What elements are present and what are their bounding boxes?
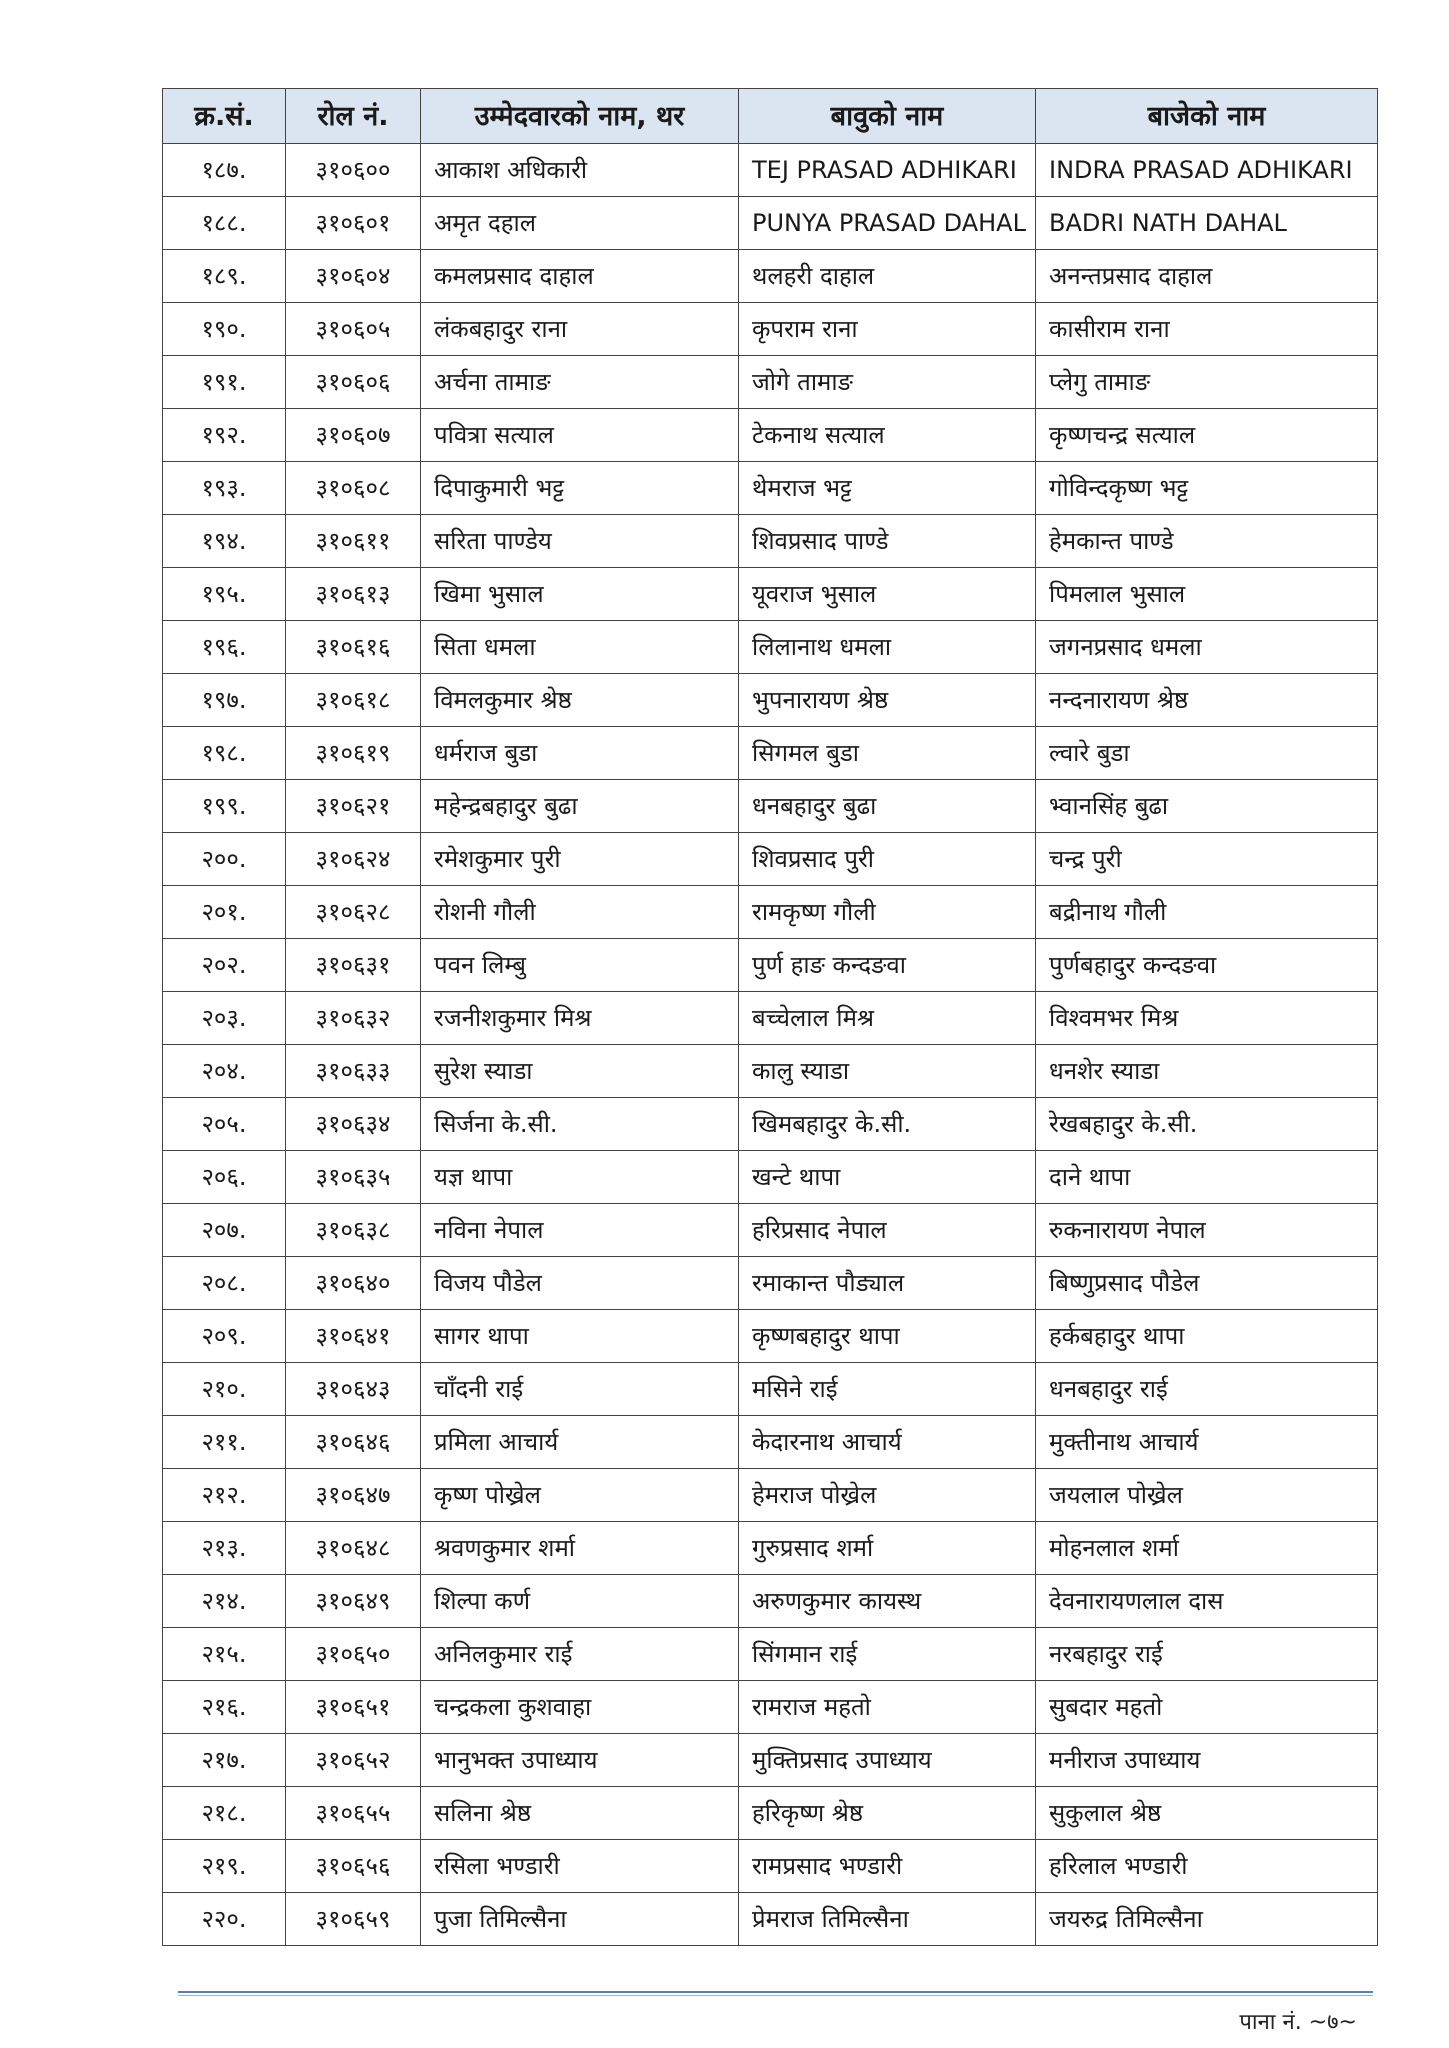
cell-serial-number: २०८. [163, 1257, 286, 1310]
cell-roll-number: ३१०६०४ [286, 250, 421, 303]
header-serial-number: क्र.सं. [163, 89, 286, 144]
cell-father-name: सिगमल बुडा [739, 727, 1036, 780]
cell-grandfather-name: बिष्णुप्रसाद पौडेल [1036, 1257, 1378, 1310]
table-row [163, 833, 1378, 886]
cell-father-name: खन्टे थापा [739, 1151, 1036, 1204]
table-row [163, 1151, 1378, 1204]
table-row [163, 727, 1378, 780]
cell-father-name: सिंगमान राई [739, 1628, 1036, 1681]
cell-roll-number: ३१०६३१ [286, 939, 421, 992]
cell-roll-number: ३१०६१६ [286, 621, 421, 674]
cell-grandfather-name: गोविन्दकृष्ण भट्ट [1036, 462, 1378, 515]
table-row [163, 1681, 1378, 1734]
cell-serial-number: १९४. [163, 515, 286, 568]
cell-candidate-name: अनिलकुमार राई [421, 1628, 739, 1681]
cell-serial-number: २१२. [163, 1469, 286, 1522]
cell-candidate-name: यज्ञ थापा [421, 1151, 739, 1204]
header-father-name: बावुको नाम [739, 89, 1036, 144]
cell-father-name: केदारनाथ आचार्य [739, 1416, 1036, 1469]
cell-grandfather-name: मुक्तीनाथ आचार्य [1036, 1416, 1378, 1469]
cell-serial-number: २०४. [163, 1045, 286, 1098]
cell-candidate-name: सलिना श्रेष्ठ [421, 1787, 739, 1840]
cell-serial-number: २१४. [163, 1575, 286, 1628]
cell-roll-number: ३१०६५० [286, 1628, 421, 1681]
cell-candidate-name: रसिला भण्डारी [421, 1840, 739, 1893]
cell-grandfather-name: अनन्तप्रसाद दाहाल [1036, 250, 1378, 303]
table-row [163, 992, 1378, 1045]
cell-grandfather-name: चन्द्र पुरी [1036, 833, 1378, 886]
cell-father-name: यूवराज भुसाल [739, 568, 1036, 621]
cell-grandfather-name: ल्वारे बुडा [1036, 727, 1378, 780]
table-row [163, 886, 1378, 939]
cell-serial-number: २०५. [163, 1098, 286, 1151]
cell-roll-number: ३१०६०५ [286, 303, 421, 356]
table-row [163, 1098, 1378, 1151]
cell-serial-number: २००. [163, 833, 286, 886]
cell-candidate-name: महेन्द्रबहादुर बुढा [421, 780, 739, 833]
cell-candidate-name: लंकबहादुर राना [421, 303, 739, 356]
cell-father-name: कालु स्याडा [739, 1045, 1036, 1098]
cell-roll-number: ३१०६४९ [286, 1575, 421, 1628]
cell-serial-number: २०३. [163, 992, 286, 1045]
cell-roll-number: ३१०६५६ [286, 1840, 421, 1893]
cell-candidate-name: चन्द्रकला कुशवाहा [421, 1681, 739, 1734]
cell-serial-number: २१०. [163, 1363, 286, 1416]
cell-roll-number: ३१०६२१ [286, 780, 421, 833]
cell-candidate-name: खिमा भुसाल [421, 568, 739, 621]
cell-grandfather-name: जयरुद्र तिमिल्सैना [1036, 1893, 1378, 1946]
cell-father-name: थलहरी दाहाल [739, 250, 1036, 303]
cell-serial-number: १९२. [163, 409, 286, 462]
table-row [163, 1363, 1378, 1416]
cell-grandfather-name: पुर्णबहादुर कन्दङवा [1036, 939, 1378, 992]
cell-father-name: टेकनाथ सत्याल [739, 409, 1036, 462]
cell-grandfather-name: रुकनारायण नेपाल [1036, 1204, 1378, 1257]
cell-father-name: भुपनारायण श्रेष्ठ [739, 674, 1036, 727]
cell-serial-number: २१५. [163, 1628, 286, 1681]
cell-grandfather-name: सुकुलाल श्रेष्ठ [1036, 1787, 1378, 1840]
cell-father-name: हरिकृष्ण श्रेष्ठ [739, 1787, 1036, 1840]
cell-roll-number: ३१०६०६ [286, 356, 421, 409]
table-row [163, 1469, 1378, 1522]
cell-candidate-name: सुरेश स्याडा [421, 1045, 739, 1098]
header-candidate-name: उम्मेदवारको नाम, थर [421, 89, 739, 144]
cell-grandfather-name: धनबहादुर राई [1036, 1363, 1378, 1416]
cell-roll-number: ३१०६१९ [286, 727, 421, 780]
cell-serial-number: २१७. [163, 1734, 286, 1787]
cell-serial-number: २१६. [163, 1681, 286, 1734]
cell-candidate-name: पवित्रा सत्याल [421, 409, 739, 462]
cell-roll-number: ३१०६२४ [286, 833, 421, 886]
cell-serial-number: १९९. [163, 780, 286, 833]
cell-grandfather-name: हेमकान्त पाण्डे [1036, 515, 1378, 568]
footer-divider [178, 1991, 1373, 1993]
table-row [163, 1787, 1378, 1840]
cell-grandfather-name: INDRA PRASAD ADHIKARI [1036, 144, 1378, 197]
cell-father-name: पुर्ण हाङ कन्दङवा [739, 939, 1036, 992]
cell-candidate-name: रोशनी गौली [421, 886, 739, 939]
cell-father-name: रामकृष्ण गौली [739, 886, 1036, 939]
cell-candidate-name: कृष्ण पोख्रेल [421, 1469, 739, 1522]
cell-candidate-name: शिल्पा कर्ण [421, 1575, 739, 1628]
cell-roll-number: ३१०६४० [286, 1257, 421, 1310]
cell-serial-number: २०६. [163, 1151, 286, 1204]
cell-candidate-name: पुजा तिमिल्सैना [421, 1893, 739, 1946]
footer-divider-secondary [178, 1995, 1373, 1996]
cell-father-name: अरुणकुमार कायस्थ [739, 1575, 1036, 1628]
cell-roll-number: ३१०६५५ [286, 1787, 421, 1840]
cell-roll-number: ३१०६११ [286, 515, 421, 568]
table-row [163, 1522, 1378, 1575]
cell-grandfather-name: दाने थापा [1036, 1151, 1378, 1204]
cell-father-name: शिवप्रसाद पाण्डे [739, 515, 1036, 568]
cell-serial-number: १९०. [163, 303, 286, 356]
cell-candidate-name: सागर थापा [421, 1310, 739, 1363]
cell-father-name: कृष्णबहादुर थापा [739, 1310, 1036, 1363]
cell-roll-number: ३१०६१८ [286, 674, 421, 727]
cell-candidate-name: रमेशकुमार पुरी [421, 833, 739, 886]
table-header-row [163, 89, 1378, 144]
cell-grandfather-name: बद्रीनाथ गौली [1036, 886, 1378, 939]
header-grandfather-name: बाजेको नाम [1036, 89, 1378, 144]
cell-father-name: थेमराज भट्ट [739, 462, 1036, 515]
cell-roll-number: ३१०६३४ [286, 1098, 421, 1151]
cell-candidate-name: अमृत दहाल [421, 197, 739, 250]
cell-candidate-name: नविना नेपाल [421, 1204, 739, 1257]
table-row [163, 621, 1378, 674]
table-row [163, 409, 1378, 462]
cell-father-name: रामप्रसाद भण्डारी [739, 1840, 1036, 1893]
cell-candidate-name: कमलप्रसाद दाहाल [421, 250, 739, 303]
cell-father-name: मुक्तिप्रसाद उपाध्याय [739, 1734, 1036, 1787]
cell-grandfather-name: विश्वमभर मिश्र [1036, 992, 1378, 1045]
cell-candidate-name: भानुभक्त उपाध्याय [421, 1734, 739, 1787]
cell-grandfather-name: हरिलाल भण्डारी [1036, 1840, 1378, 1893]
cell-grandfather-name: मनीराज उपाध्याय [1036, 1734, 1378, 1787]
cell-serial-number: २०२. [163, 939, 286, 992]
cell-serial-number: २०७. [163, 1204, 286, 1257]
cell-grandfather-name: पिमलाल भुसाल [1036, 568, 1378, 621]
cell-father-name: खिमबहादुर के.सी. [739, 1098, 1036, 1151]
cell-grandfather-name: मोहनलाल शर्मा [1036, 1522, 1378, 1575]
cell-roll-number: ३१०६१३ [286, 568, 421, 621]
cell-serial-number: १९७. [163, 674, 286, 727]
table-row [163, 356, 1378, 409]
cell-roll-number: ३१०६४७ [286, 1469, 421, 1522]
cell-roll-number: ३१०६४८ [286, 1522, 421, 1575]
table-row [163, 939, 1378, 992]
cell-grandfather-name: भ्वानसिंह बुढा [1036, 780, 1378, 833]
cell-serial-number: १९६. [163, 621, 286, 674]
table-row [163, 1045, 1378, 1098]
cell-father-name: हरिप्रसाद नेपाल [739, 1204, 1036, 1257]
cell-grandfather-name: कासीराम राना [1036, 303, 1378, 356]
cell-father-name: जोगे तामाङ [739, 356, 1036, 409]
table-row [163, 1840, 1378, 1893]
cell-serial-number: २१९. [163, 1840, 286, 1893]
cell-candidate-name: पवन लिम्बु [421, 939, 739, 992]
cell-grandfather-name: BADRI NATH DAHAL [1036, 197, 1378, 250]
cell-grandfather-name: सुबदार महतो [1036, 1681, 1378, 1734]
cell-father-name: धनबहादुर बुढा [739, 780, 1036, 833]
cell-serial-number: १९५. [163, 568, 286, 621]
table-row [163, 197, 1378, 250]
cell-father-name: हेमराज पोख्रेल [739, 1469, 1036, 1522]
cell-grandfather-name: देवनारायणलाल दास [1036, 1575, 1378, 1628]
cell-serial-number: १९१. [163, 356, 286, 409]
cell-candidate-name: सिता धमला [421, 621, 739, 674]
cell-serial-number: १९८. [163, 727, 286, 780]
table-row [163, 144, 1378, 197]
cell-father-name: कृपराम राना [739, 303, 1036, 356]
cell-roll-number: ३१०६३३ [286, 1045, 421, 1098]
cell-serial-number: १८८. [163, 197, 286, 250]
header-roll-number: रोल नं. [286, 89, 421, 144]
cell-roll-number: ३१०६३८ [286, 1204, 421, 1257]
cell-candidate-name: सरिता पाण्डेय [421, 515, 739, 568]
table-row [163, 1575, 1378, 1628]
cell-father-name: गुरुप्रसाद शर्मा [739, 1522, 1036, 1575]
cell-roll-number: ३१०६०८ [286, 462, 421, 515]
cell-candidate-name: श्रवणकुमार शर्मा [421, 1522, 739, 1575]
cell-father-name: रामराज महतो [739, 1681, 1036, 1734]
cell-roll-number: ३१०६३२ [286, 992, 421, 1045]
cell-father-name: प्रेमराज तिमिल्सैना [739, 1893, 1036, 1946]
cell-candidate-name: प्रमिला आचार्य [421, 1416, 739, 1469]
cell-grandfather-name: जयलाल पोख्रेल [1036, 1469, 1378, 1522]
table-row [163, 1204, 1378, 1257]
cell-roll-number: ३१०६५२ [286, 1734, 421, 1787]
cell-roll-number: ३१०६०७ [286, 409, 421, 462]
cell-father-name: लिलानाथ धमला [739, 621, 1036, 674]
cell-candidate-name: विजय पौडेल [421, 1257, 739, 1310]
cell-serial-number: २१८. [163, 1787, 286, 1840]
cell-serial-number: १८७. [163, 144, 286, 197]
cell-grandfather-name: धनशेर स्याडा [1036, 1045, 1378, 1098]
cell-roll-number: ३१०६३५ [286, 1151, 421, 1204]
cell-father-name: शिवप्रसाद पुरी [739, 833, 1036, 886]
table-row [163, 1257, 1378, 1310]
cell-serial-number: २०९. [163, 1310, 286, 1363]
table-body [163, 144, 1378, 1946]
table-row [163, 1628, 1378, 1681]
cell-roll-number: ३१०६५९ [286, 1893, 421, 1946]
cell-grandfather-name: रेखबहादुर के.सी. [1036, 1098, 1378, 1151]
cell-roll-number: ३१०६०१ [286, 197, 421, 250]
cell-candidate-name: आकाश अधिकारी [421, 144, 739, 197]
cell-grandfather-name: कृष्णचन्द्र सत्याल [1036, 409, 1378, 462]
cell-roll-number: ३१०६०० [286, 144, 421, 197]
cell-serial-number: २११. [163, 1416, 286, 1469]
cell-candidate-name: चाँदनी राई [421, 1363, 739, 1416]
cell-candidate-name: रजनीशकुमार मिश्र [421, 992, 739, 1045]
cell-father-name: रमाकान्त पौड्याल [739, 1257, 1036, 1310]
cell-roll-number: ३१०६४३ [286, 1363, 421, 1416]
cell-roll-number: ३१०६५१ [286, 1681, 421, 1734]
cell-grandfather-name: नन्दनारायण श्रेष्ठ [1036, 674, 1378, 727]
cell-serial-number: २२०. [163, 1893, 286, 1946]
cell-candidate-name: अर्चना तामाङ [421, 356, 739, 409]
table-row [163, 780, 1378, 833]
cell-serial-number: १९३. [163, 462, 286, 515]
cell-grandfather-name: नरबहादुर राई [1036, 1628, 1378, 1681]
cell-serial-number: १८९. [163, 250, 286, 303]
cell-serial-number: २०१. [163, 886, 286, 939]
table-row [163, 462, 1378, 515]
cell-father-name: बच्चेलाल मिश्र [739, 992, 1036, 1045]
table-row [163, 1416, 1378, 1469]
table-row [163, 303, 1378, 356]
cell-candidate-name: दिपाकुमारी भट्ट [421, 462, 739, 515]
cell-father-name: TEJ PRASAD ADHIKARI [739, 144, 1036, 197]
cell-candidate-name: सिर्जना के.सी. [421, 1098, 739, 1151]
cell-grandfather-name: प्लेगु तामाङ [1036, 356, 1378, 409]
candidate-table [162, 88, 1378, 1946]
cell-roll-number: ३१०६२८ [286, 886, 421, 939]
table-row [163, 568, 1378, 621]
cell-grandfather-name: हर्कबहादुर थापा [1036, 1310, 1378, 1363]
table-row [163, 1310, 1378, 1363]
table-row [163, 674, 1378, 727]
cell-grandfather-name: जगनप्रसाद धमला [1036, 621, 1378, 674]
cell-roll-number: ३१०६४६ [286, 1416, 421, 1469]
table-row [163, 1893, 1378, 1946]
table-row [163, 1734, 1378, 1787]
cell-candidate-name: विमलकुमार श्रेष्ठ [421, 674, 739, 727]
cell-roll-number: ३१०६४१ [286, 1310, 421, 1363]
cell-father-name: मसिने राई [739, 1363, 1036, 1416]
cell-candidate-name: धर्मराज बुडा [421, 727, 739, 780]
page-number: पाना नं. ~७~ [1239, 2010, 1357, 2035]
table-row [163, 515, 1378, 568]
table-row [163, 250, 1378, 303]
cell-father-name: PUNYA PRASAD DAHAL [739, 197, 1036, 250]
cell-serial-number: २१३. [163, 1522, 286, 1575]
